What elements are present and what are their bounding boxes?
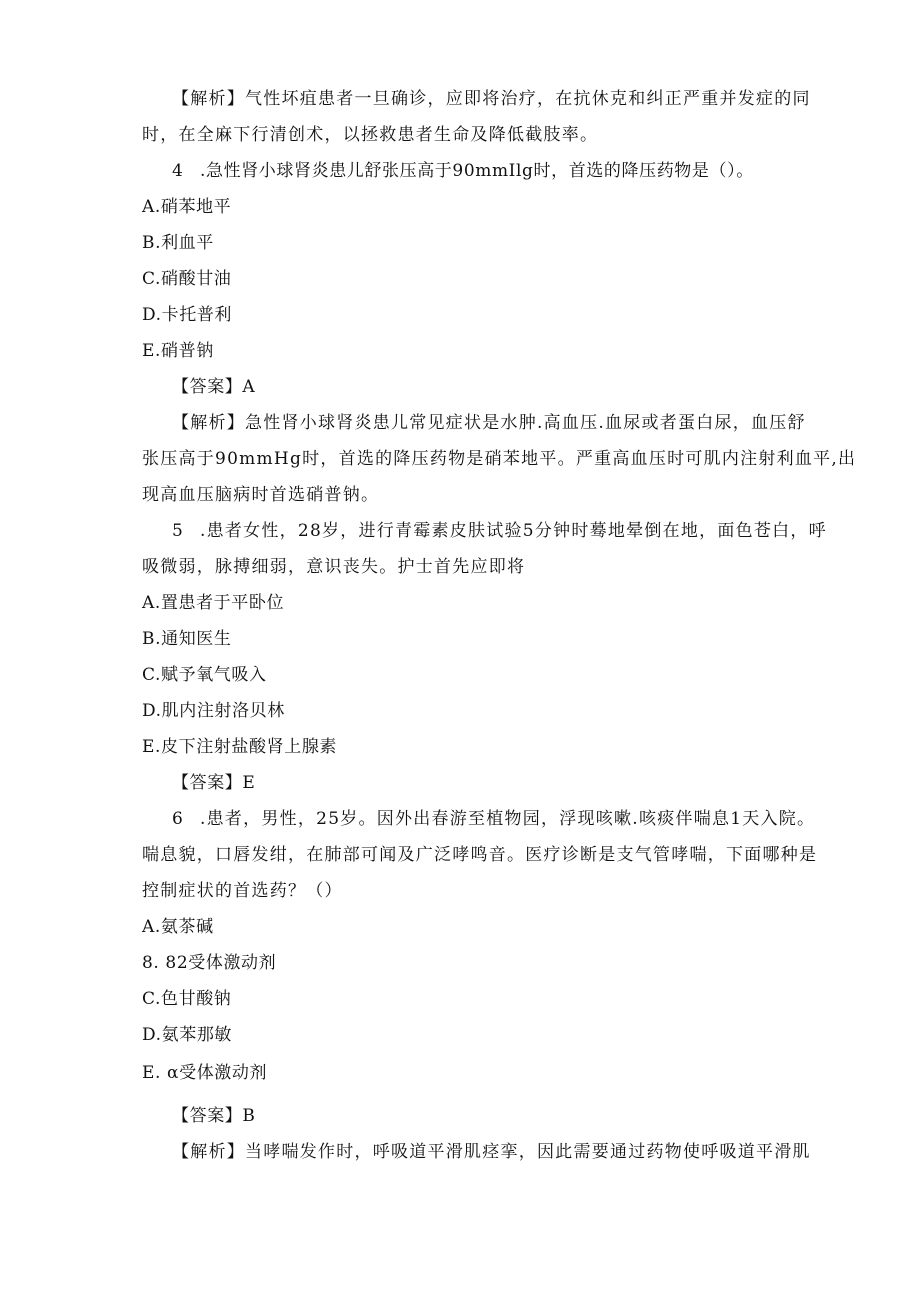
question-6-option-b: 8. 82受体激动剂	[142, 953, 277, 973]
question-4-analysis-line-1: 【解析】急性肾小球肾炎患儿常见症状是水肿.高血压.血尿或者蛋白尿，血压舒	[172, 413, 806, 433]
question-4-option-d: D.卡托普利	[142, 305, 233, 325]
question-6-stem-line-3: 控制症状的首选药？（）	[142, 881, 343, 901]
question-5-option-a: A.置患者于平卧位	[142, 593, 285, 613]
question-5-stem-line-1	[172, 519, 827, 543]
question-4-number: 4	[172, 161, 184, 181]
intro-analysis-line-2: 时，在全麻下行清创术，以拯救患者生命及降低截肢率。	[142, 125, 599, 145]
question-6-option-e: E. α受体激动剂	[142, 1063, 268, 1083]
question-5-answer: 【答案】E	[172, 773, 256, 793]
question-6-stem-line-2: 喘息貌，口唇发绀，在肺部可闻及广泛哮鸣音。医疗诊断是支气管哮喘，下面哪种是	[142, 845, 818, 865]
question-4-option-b: B.利血平	[142, 233, 214, 253]
question-6-stem-text: .患者，男性，25岁。因外出春游至植物园，浮现咳嗽.咳痰伴喘息1天入院。	[200, 809, 816, 829]
question-6-stem-line-1	[172, 807, 815, 831]
question-6-answer: 【答案】B	[172, 1106, 256, 1126]
intro-analysis-line-1: 【解析】气性坏疽患者一旦确诊，应即将治疗，在抗休克和纠正严重并发症的同	[172, 89, 811, 109]
question-6-analysis-line-1: 【解析】当哮喘发作时，呼吸道平滑肌痉挛，因此需要通过药物使呼吸道平滑肌	[172, 1142, 811, 1162]
question-5-number: 5	[172, 521, 185, 541]
question-4-option-e: E.硝普钠	[142, 341, 214, 361]
question-4-answer: 【答案】A	[172, 377, 256, 397]
question-6-number: 6	[172, 809, 185, 829]
question-6-option-c: C.色甘酸钠	[142, 989, 232, 1009]
question-5-option-d: D.肌内注射洛贝林	[142, 701, 285, 721]
question-4-option-c: C.硝酸甘油	[142, 269, 232, 289]
question-4-analysis-line-2: 张压高于90mmHg时，首选的降压药物是硝苯地平。严重高血压时可肌内注射利血平,出	[142, 449, 857, 469]
question-4-analysis-line-3: 现高血压脑病时首选硝普钠。	[142, 485, 380, 505]
question-4-option-a: A.硝苯地平	[142, 197, 232, 217]
question-4-stem-line-1	[172, 159, 754, 183]
question-6-option-a: A.氨茶碱	[142, 917, 214, 937]
question-4-stem-text: .急性肾小球肾炎患儿舒张压高于90mmIlg时，首选的降压药物是（）。	[200, 161, 754, 181]
question-5-option-c: C.赋予氧气吸入	[142, 665, 267, 685]
question-5-option-e: E.皮下注射盐酸肾上腺素	[142, 737, 338, 757]
question-5-option-b: B.通知医生	[142, 629, 232, 649]
question-6-option-d: D.氨苯那敏	[142, 1025, 233, 1045]
question-5-stem-text: .患者女性，28岁，进行青霉素皮肤试验5分钟时蓦地晕倒在地，面色苍白，呼	[200, 521, 827, 541]
question-5-stem-line-2: 吸微弱，脉搏细弱，意识丧失。护士首先应即将	[142, 557, 526, 577]
